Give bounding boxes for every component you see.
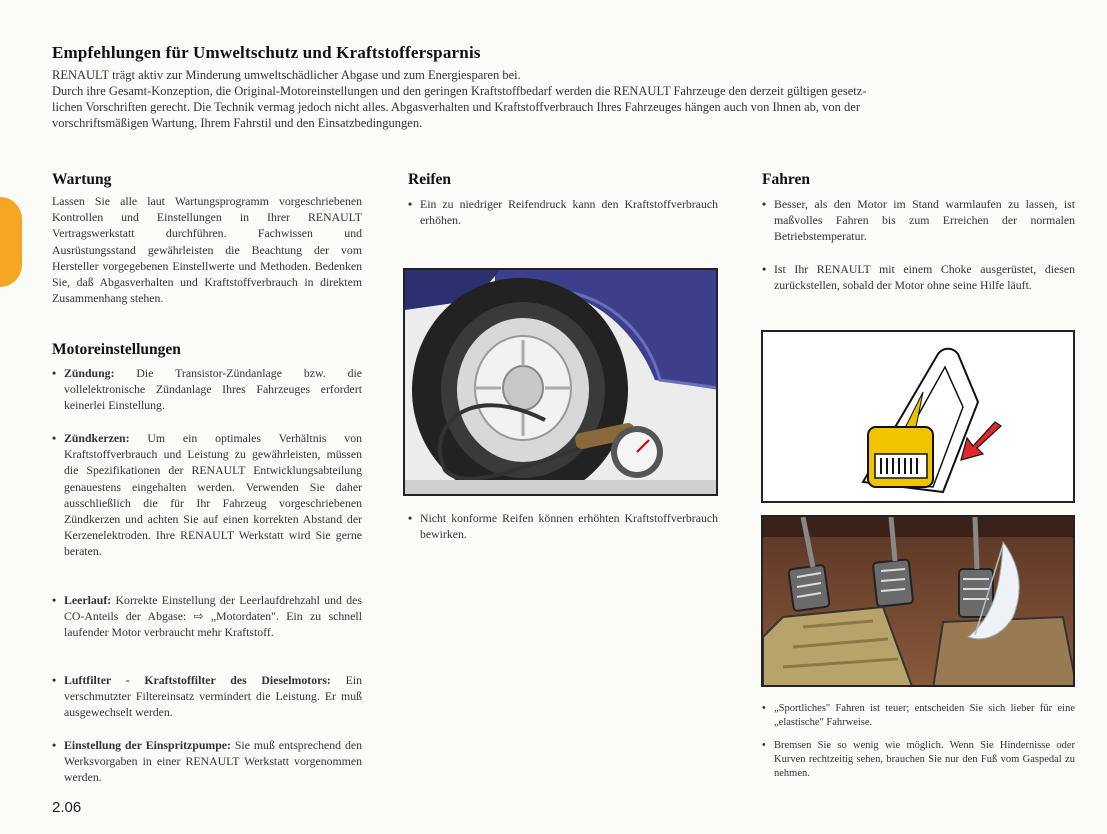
tire-pressure-illustration [403,268,718,496]
bullet-reifen-1: • Ein zu niedriger Reifendruck kann den Kraftstoffverbrauch erhöhen. [408,197,718,228]
bullet-fahren-1: • Besser, als den Motor im Stand warmlaufen zu lassen, ist maßvolles Fahren bis zum Erreichen der normalen Betriebstemperatur. [762,197,1075,244]
intro-line-2: Durch ihre Gesamt-Konzeption, die Original-Motoreinstellungen und den geringen Kraftstoffbedarf werden die RENAULT Fahrzeuge den derzeit gültigen gesetz- [52,84,867,98]
page-title: Empfehlungen für Umweltschutz und Kraftstoffersparnis [52,43,481,62]
label-luftfilter: Luftfilter - Kraftstoffilter des Dieselmotors: [64,673,331,687]
label-zuendkerzen: Zündkerzen: [64,431,130,445]
label-einspritzpumpe: Einstellung der Einspritzpumpe: [64,738,231,752]
bullet-luftfilter: • Luftfilter - Kraftstoffilter des Dieselmotors: Ein verschmutzter Filtereinsatz vermindert die Leistung. Er muß ausgewechselt werden. [52,673,362,720]
tire-gauge-image [405,270,718,496]
text-fahren-4: Bremsen Sie so wenig wie möglich. Wenn Sie Hindernisse oder Kurven rechtzeitig sehen, brauchen Sie nur den Fuß vom Gaspedal zu nehmen. [774,740,1075,779]
choke-illustration [761,330,1075,503]
bullet-fahren-2: • Ist Ihr RENAULT mit einem Choke ausgerüstet, diesen zurückstellen, sobald der Motor ohne seine Hilfe läuft. [762,262,1075,293]
text-zuendkerzen: Um ein optimales Verhältnis von Kraftstoffverbrauch und Leistung zu gewährleisten, müssen die Spezifikationen der RENAULT Entwicklungsabteilung genauestens eingehalten werden. Verwenden Sie daher ausschließlich die für Ihr Fahrzeug vorgeschriebenen Zündkerzen und achten Sie auf einen korrekten Abstand der Kerzenelektroden. Ihre RENAULT Werkstatt wird Sie gerne beraten. [64,431,362,559]
heading-reifen: Reifen [408,171,452,188]
page-number: 2.06 [52,799,82,816]
label-zuendung: Zündung: [64,366,115,380]
text-reifen-2: Nicht konforme Reifen können erhöhten Kraftstoffverbrauch bewirken. [420,511,718,542]
heading-motoreinstellungen: Motoreinstellungen [52,341,181,358]
text-reifen-1: Ein zu niedriger Reifendruck kann den Kraftstoffverbrauch erhöhen. [420,197,718,228]
bullet-fahren-3: • „Sportliches" Fahren ist teuer; entscheiden Sie sich lieber für eine „elastische" Fahrweise. [762,703,1075,728]
heading-fahren: Fahren [762,171,810,188]
text-einspritzpumpe: Sie muß entsprechend den Werksvorgaben in einer RENAULT Werkstatt vorgenommen werden. [64,738,362,785]
bullet-reifen-2: • Nicht konforme Reifen können erhöhten Kraftstoffverbrauch bewirken. [408,511,718,542]
choke-lever-image [763,332,1075,503]
bullet-fahren-4: • Bremsen Sie so wenig wie möglich. Wenn Sie Hindernisse oder Kurven rechtzeitig sehen, brauchen Sie nur den Fuß vom Gaspedal zu nehmen. [762,740,1075,779]
arrow-right-icon: ⇨ [193,609,204,624]
bullet-zuendung: • Zündung: Die Transistor-Zündanlage bzw. die vollelektronische Zündanlage Ihres Fahrzeuges erfordert keinerlei Einstellung. [52,366,362,413]
text-zuendung: Die Transistor-Zündanlage bzw. die vollelektronische Zündanlage Ihres Fahrzeuges erfordert keinerlei Einstellung. [64,366,362,413]
text-leerlauf-1: Korrekte Einstellung der Leerlaufdrehzahl und des CO-Anteils der Abgase: [64,593,362,624]
bullet-einspritzpumpe: • Einstellung der Einspritzpumpe: Sie muß entsprechend den Werksvorgaben in einer RENAULT Werkstatt vorgenommen werden. [52,738,362,785]
text-fahren-2: Ist Ihr RENAULT mit einem Choke ausgerüstet, diesen zurückstellen, sobald der Motor ohne seine Hilfe läuft. [774,262,1075,293]
pedals-illustration [761,515,1075,687]
intro-line-3: lichen Vorschriften gerecht. Die Technik vermag jedoch nicht alles. Abgasverhalten und Kraftstoffverbrauch Ihres Fahrzeuges hängen auch von Ihnen ab, von der [52,100,860,114]
text-leerlauf-2: „Motordaten". Ein zu schnell laufender Motor verbraucht mehr Kraftstoff. [64,609,362,640]
section-tab [0,197,22,287]
text-fahren-3: „Sportliches" Fahren ist teuer; entscheiden Sie sich lieber für eine „elastische" Fahrweise. [774,703,1075,728]
wartung-text: Lassen Sie alle laut Wartungsprogramm vorgeschriebenen Kontrollen und Einstellungen in Ihrer RENAULT Vertragswerkstatt durchführen. Fachwissen und Ausrüstungsstand gewährleisten die Beachtung der vom Hersteller vorgegebenen Einstellwerte und Methoden. Bedenken Sie, daß Abgasverhalten und Kraftstoffverbrauch in direktem Zusammenhang stehen. [52,194,362,306]
label-leerlauf: Leerlauf: [64,593,112,607]
text-luftfilter: Ein verschmutzter Filtereinsatz vermindert die Leistung. Er muß ausgewechselt werden. [64,673,362,720]
intro-line-4: vorschriftsmäßigen Wartung, Ihrem Fahrstil und den Einsatzbedingungen. [52,116,423,130]
pedals-feather-image [763,517,1075,687]
heading-wartung: Wartung [52,171,112,188]
intro-line-1: RENAULT trägt aktiv zur Minderung umweltschädlicher Abgase und zum Energiesparen bei. [52,68,521,82]
bullet-leerlauf: • Leerlauf: Korrekte Einstellung der Leerlaufdrehzahl und des CO-Anteils der Abgase: ⇨ „Motordaten". Ein zu schnell laufender Motor verbraucht mehr Kraftstoff. [52,593,362,640]
text-fahren-1: Besser, als den Motor im Stand warmlaufen zu lassen, ist maßvolles Fahren bis zum Erreichen der normalen Betriebstemperatur. [774,197,1075,244]
bullet-zuendkerzen: • Zündkerzen: Um ein optimales Verhältnis von Kraftstoffverbrauch und Leistung zu gewährleisten, müssen die Spezifikationen der RENAULT Entwicklungsabteilung genauestens eingehalten werden. Verwenden Sie daher ausschließlich die für Ihr Fahrzeug vorgeschriebenen Zündkerzen und achten Sie auf einen korrekten Abstand der Kerzenelektroden. Ihre RENAULT Werkstatt wird Sie gerne beraten. [52,431,362,559]
